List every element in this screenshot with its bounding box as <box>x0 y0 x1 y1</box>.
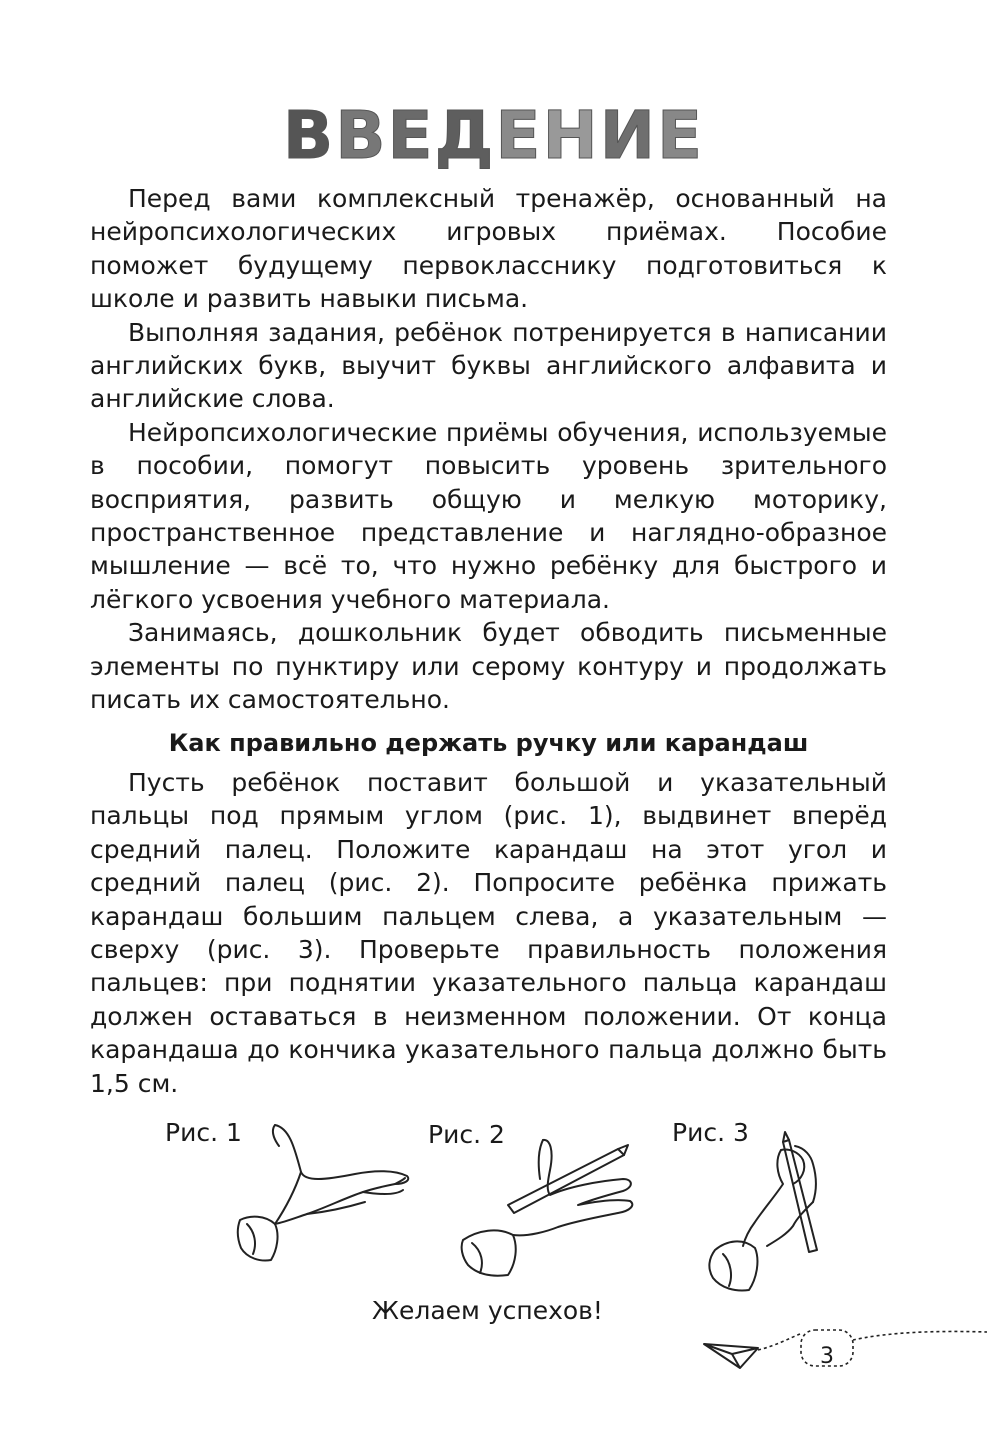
section-heading: Как правильно держать ручку или карандаш <box>168 728 809 757</box>
hand-with-pencil-icon <box>458 1135 658 1285</box>
title-letter-8: Е <box>657 97 705 174</box>
hand-right-angle-icon <box>235 1120 420 1270</box>
intro-paragraph-3: Нейропсихологические приёмы обучения, используемые в пособии, помогут повысить уровень зрительного восприятия, развить общую и мелкую моторику, пространственное представление и наглядно-образное мышление — всё то, что нужно ребёнку для быстрого и лёгкого усвоения учебного материала. <box>90 417 887 614</box>
page-title <box>0 96 987 176</box>
body-text <box>90 182 887 1100</box>
instructions-paragraph: Пусть ребёнок поставит большой и указательный пальцы под прямым углом (рис. 1), выдвинет вперёд средний палец. Положите карандаш на этот угол и средний палец (рис. 2). Попросите ребёнка прижать карандаш большим пальцем слева, а указательным — сверху (рис. 3). Проверьте правильность положения пальцев: при поднятии указательного пальца карандаш должен оставаться в неизменном положении. От конца карандаша до кончика указательного пальца должно быть 1,5 см. <box>90 767 887 1098</box>
title-letter-3: Е <box>387 97 435 174</box>
intro-paragraph-2: Выполняя задания, ребёнок потренируется в написании английских букв, выучит буквы английского алфавита и английские слова. <box>90 317 887 414</box>
figure-2-label: Рис. 2 <box>428 1120 505 1149</box>
closing-wish: Желаем успехов! <box>372 1296 603 1325</box>
page-number: 3 <box>820 1344 834 1369</box>
figure-1-label: Рис. 1 <box>165 1118 242 1147</box>
figure-3-label: Рис. 3 <box>672 1118 749 1147</box>
hand-holding-pencil-icon <box>705 1130 835 1300</box>
paper-plane-icon <box>704 1344 758 1368</box>
title-letter-1: В <box>282 97 336 174</box>
title-letter-2: В <box>335 97 388 174</box>
title-letter-4: Д <box>434 97 496 174</box>
title-letter-5: Е <box>495 97 543 174</box>
title-letter-7: И <box>599 97 657 174</box>
title-letter-6: Н <box>542 97 600 174</box>
intro-paragraph-1: Перед вами комплексный тренажёр, основанный на нейропсихологических игровых приёмах. Пособие поможет будущему первокласснику подготовиться к школе и развить навыки письма. <box>90 184 887 314</box>
intro-paragraph-4: Занимаясь, дошкольник будет обводить письменные элементы по пунктиру или серому контуру и продолжать писать их самостоятельно. <box>90 618 887 715</box>
